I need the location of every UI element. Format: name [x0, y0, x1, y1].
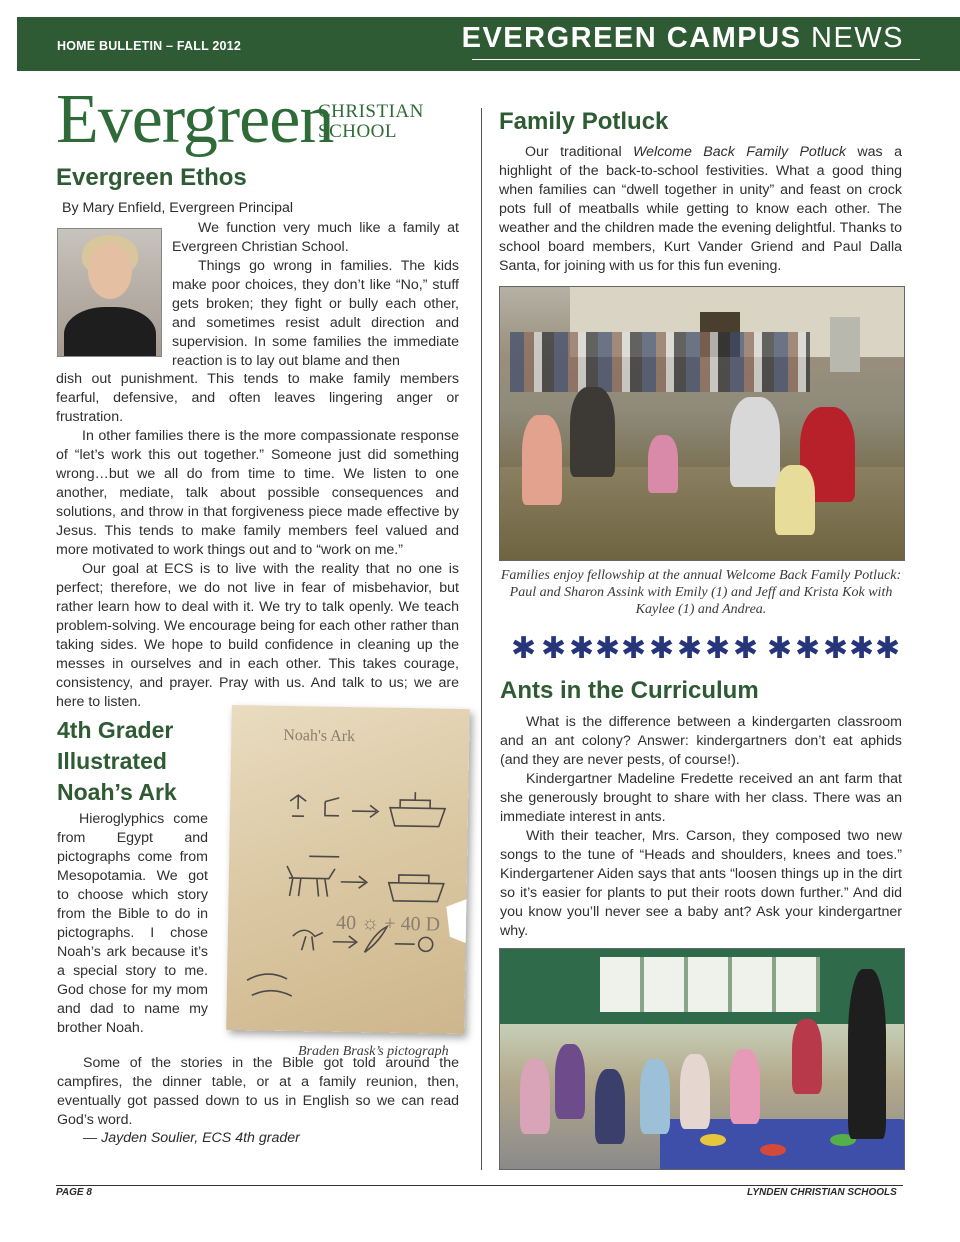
- ethos-paragraph-2b: dish out punishment. This tends to make family members fearful, defensive, and often leaves lingering anger or frustration.: [56, 371, 459, 425]
- ant-ornament-row: [511, 631, 901, 667]
- potluck-heading: Family Potluck: [499, 108, 669, 135]
- ant-icon: ✱: [705, 632, 731, 665]
- logo-subtitle: [318, 102, 424, 142]
- photo-child: [595, 1069, 625, 1144]
- potluck-text: [499, 143, 902, 276]
- ants-paragraph-2: Kindergartner Madeline Fredette received an ant farm that she generously brought to share with her class. There was an immediate interest in ants.: [500, 771, 902, 825]
- publisher-name: LYNDEN CHRISTIAN SCHOOLS: [747, 1187, 897, 1198]
- pictograph-image: [226, 705, 470, 1034]
- photo-person: [570, 387, 615, 477]
- photo-child: [730, 1049, 760, 1124]
- potluck-text-rest: was a highlight of the back-to-school festivities. What a good thing when families can “dwell together in unity” and feast on crock pots full of meatballs while getting to know each other. The weather and the children made the evening delightful. Thanks to school board members, Kurt Vander Griend and Paul Dalla Santa, for joining with us for this fun evening.: [499, 144, 902, 274]
- bulletin-label: HOME BULLETIN – FALL 2012: [57, 39, 241, 53]
- ant-icon: ✱: [649, 632, 675, 665]
- potluck-photo: [499, 286, 905, 561]
- ant-icon: ✱: [569, 632, 595, 665]
- pictograph-title: Noah's Ark: [283, 726, 356, 746]
- ant-icon: ✱: [875, 632, 901, 665]
- potluck-text-start: Our traditional: [525, 144, 634, 160]
- ethos-paragraph-3: In other families there is the more compassionate response of “let’s work this out together.” Someone just did something wrong…but we all do from time to time. We listen to one another, mediate, talk about possible consequences and solutions, and throw in that forgiveness piece made effective by Jesus. This tends to make family members feel valued and more motivated to work things out and to “work on me.”: [56, 428, 459, 558]
- pictograph-drawing: [226, 705, 470, 1034]
- grader-narrow-text: [57, 810, 208, 1038]
- principal-photo: [57, 228, 162, 357]
- paper-torn-corner: [446, 899, 467, 943]
- photo-figure-body: [64, 307, 156, 357]
- ant-icon: ✱: [767, 632, 793, 665]
- photo-person: [730, 397, 780, 487]
- photo-rug-spot: [760, 1144, 786, 1156]
- pictograph-caption: Braden Brask’s pictograph: [298, 1044, 449, 1059]
- ant-icon: ✱: [823, 632, 849, 665]
- banner-title: [462, 22, 904, 55]
- grader-wide-text: [57, 1054, 459, 1130]
- grader-heading-line3: Noah’s Ark: [57, 779, 177, 805]
- ant-icon: ✱: [677, 632, 703, 665]
- photo-teacher: [848, 969, 886, 1139]
- ants-text: [500, 713, 902, 941]
- pictograph-count-label: 40 ☼ + 40 D: [335, 911, 441, 936]
- photo-rug-spot: [700, 1134, 726, 1146]
- photo-child: [520, 1059, 550, 1134]
- ethos-heading: Evergreen Ethos: [56, 164, 247, 191]
- photo-child: [555, 1044, 585, 1119]
- ethos-byline: By Mary Enfield, Evergreen Principal: [62, 200, 294, 216]
- potluck-caption: Families enjoy fellowship at the annual Welcome Back Family Potluck: Paul and Sharon Assink with Emily (1) and Jeff and Krista Kok with Kaylee (1) and Andrea.: [500, 568, 902, 617]
- grader-heading: [57, 715, 257, 808]
- school-logo: [56, 81, 424, 158]
- grader-paragraph-2: Some of the stories in the Bible got told around the campfires, the dinner table, or at a family reunion, then, eventually got passed down to us in English so we can read God’s word.: [57, 1055, 459, 1128]
- ant-icon: ✱: [849, 632, 875, 665]
- grader-paragraph-1: Hieroglyphics come from Egypt and pictographs come from Mesopotamia. We got to choose which story from the Bible to do in pictographs. I chose Noah’s ark because it’s a special story to me. God chose for my mom and dad to name my brother Noah.: [57, 811, 208, 1036]
- header-banner: [17, 17, 960, 71]
- grader-signature: — Jayden Soulier, ECS 4th grader: [83, 1130, 300, 1146]
- ethos-wrapped-text: [172, 219, 459, 371]
- grader-heading-line1: 4th Grader: [57, 717, 174, 743]
- photo-person: [648, 435, 678, 493]
- footer-rule: [56, 1185, 903, 1186]
- photo-child: [792, 1019, 822, 1094]
- photo-side-door: [830, 317, 860, 372]
- ethos-paragraph-2a: Things go wrong in families. The kids make poor choices, they don’t like “No,” stuff gets broken; they fight or bully each other, and sometimes resist adult direction and supervision. In some families the immediate reaction is to lay out blame and then: [172, 258, 459, 369]
- column-divider: [481, 108, 482, 1170]
- ants-paragraph-3: With their teacher, Mrs. Carson, they composed two new songs to the tune of “Heads and shoulders, knees and toes.” Kindergartener Aiden says that ants “loosen things up in the dirt so it’s easier for plants to put their roots down further.” And did you know you’ll never see a baby ant? Ask your kindergartner why.: [500, 828, 902, 939]
- banner-title-light: NEWS: [811, 22, 904, 54]
- pictograph-strokes: [247, 789, 446, 998]
- ant-icon: ✱: [511, 632, 537, 665]
- ant-icon: ✱: [733, 632, 759, 665]
- ant-icon: ✱: [795, 632, 821, 665]
- banner-rule: [472, 59, 920, 60]
- potluck-event-name: Welcome Back Family Potluck: [633, 144, 846, 160]
- ants-paragraph-1: What is the difference between a kindergarten classroom and an ant colony? Answer: kindergartners don’t eat aphids (and they are never pests, of course!).: [500, 714, 902, 768]
- photo-figure-face: [88, 243, 132, 299]
- classroom-photo: [499, 948, 905, 1170]
- ants-heading: Ants in the Curriculum: [500, 677, 759, 704]
- ethos-paragraph-1: We function very much like a family at Evergreen Christian School.: [172, 220, 459, 255]
- ant-icon: ✱: [541, 632, 567, 665]
- logo-wordmark: Evergreen: [56, 81, 334, 158]
- photo-child: [640, 1059, 670, 1134]
- logo-sub-line2: SCHOOL: [318, 121, 398, 142]
- grader-heading-line2: Illustrated: [57, 748, 167, 774]
- logo-sub-line1: CHRISTIAN: [318, 101, 424, 122]
- photo-crowd: [510, 332, 810, 392]
- ant-icon: ✱: [621, 632, 647, 665]
- page-number: PAGE 8: [56, 1187, 92, 1198]
- ant-icon: ✱: [595, 632, 621, 665]
- photo-person: [775, 465, 815, 535]
- photo-person: [522, 415, 562, 505]
- banner-title-bold: EVERGREEN CAMPUS: [461, 22, 802, 54]
- potluck-paragraph: [499, 143, 902, 276]
- photo-windows: [600, 957, 820, 1012]
- photo-child: [680, 1054, 710, 1129]
- ethos-paragraph-4: Our goal at ECS is to live with the reality that no one is perfect; therefore, we do not live in fear of misbehavior, but rather learn how to deal with it. We try to talk openly. We teach problem-solving. We encourage being for each other rather than taking sides. We hope to build confidence in cleaning up the messes in ourselves and in each other. This takes courage, consistency, and prayer. Pray with us. And talk to us; we are here to listen.: [56, 561, 459, 710]
- ethos-full-text: [56, 370, 459, 712]
